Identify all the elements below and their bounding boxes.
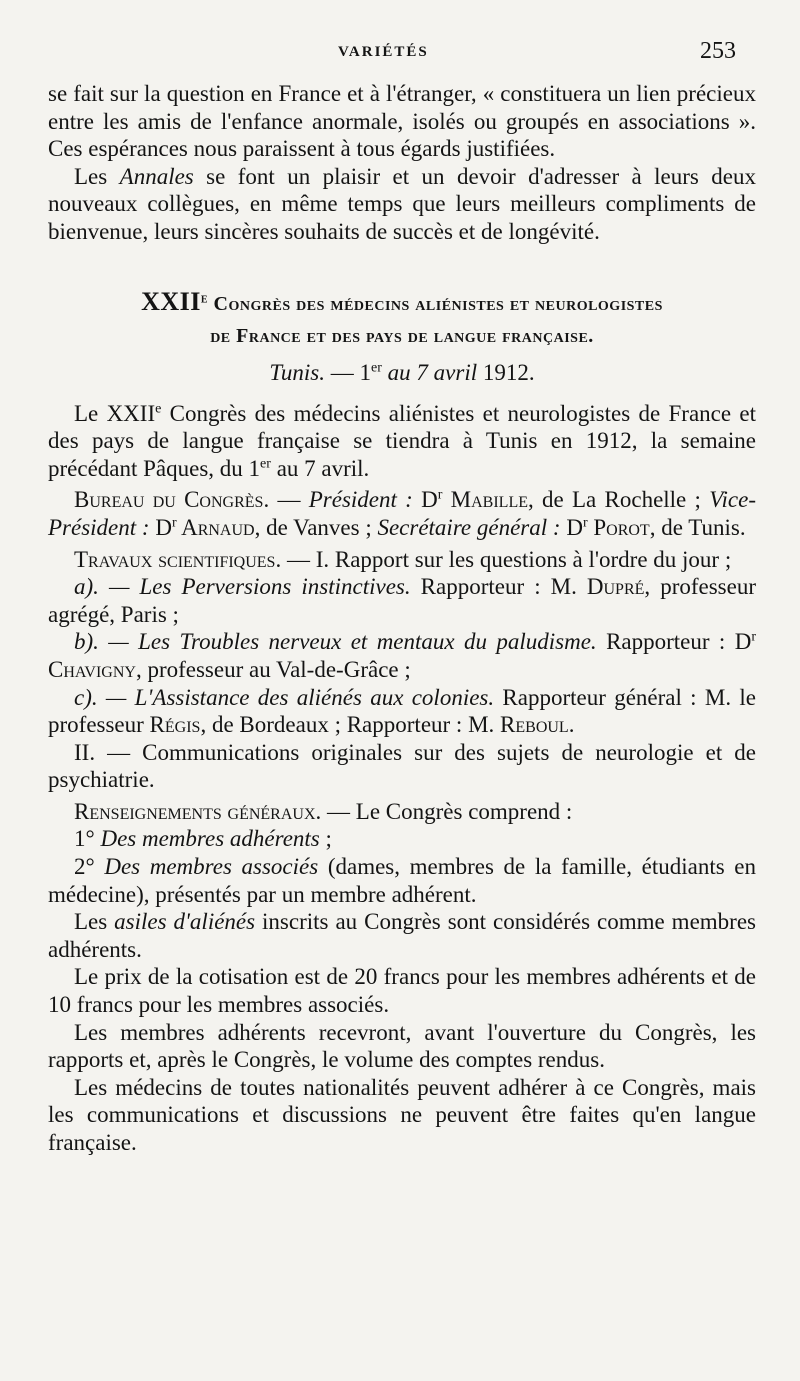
- travaux-label: Travaux scientifiques.: [74, 546, 282, 572]
- president-label: Président :: [308, 487, 413, 513]
- item-b-tail: , professeur au Val-de-Grâce ;: [135, 656, 411, 682]
- vice-b: , de Vanves ;: [254, 514, 378, 540]
- vice-name: Arnaud: [176, 514, 255, 540]
- paragraph-item-c: [48, 684, 756, 739]
- bureau-label: Bureau du Congrès.: [74, 487, 270, 513]
- page-body: [48, 80, 756, 1157]
- m2-number: 2°: [74, 854, 105, 880]
- paragraph-nationalites: Les médecins de toutes nationalités peuvent adhérer à ce Congrès, mais les communications et discussions ne peuvent être faites qu'en langue française.: [48, 1074, 756, 1155]
- section-title: [48, 286, 756, 352]
- dateline-city: Tunis.: [269, 359, 326, 385]
- item-c-tail: .: [568, 712, 575, 738]
- item-a-text: Rapporteur : M.: [410, 574, 587, 600]
- intro-b: Congrès des médecins aliénistes et neurologistes de France et des pays de langue française se tiendra à Tunis en 1912, la semaine précédant Pâques, du 1: [48, 400, 756, 481]
- travaux-text: — I. Rapport sur les questions à l'ordre du jour ;: [281, 546, 732, 572]
- paragraph-intro: [48, 400, 756, 483]
- renseignements-text: — Le Congrès comprend :: [321, 798, 573, 824]
- annales-rest: se font un plaisir et un devoir d'adresser à leurs deux nouveaux collègues, en même temps que leurs meilleurs compliments de bienvenue, leurs sincères souhaits de succès et de longévité.: [48, 163, 757, 244]
- secretaire-a: D: [560, 514, 583, 540]
- secretaire-name: Porot: [587, 514, 650, 540]
- item-a-tail: , professeur agrégé, Paris ;: [48, 574, 757, 627]
- paragraph-rapports: Les membres adhérents recevront, avant l'ouverture du Congrès, les rapports et, après le Congrès, le volume des comptes rendus.: [48, 1019, 756, 1073]
- m2-tail: (dames, membres de la famille, étudiants en médecine), présentés par un membre adhérent.: [48, 854, 756, 907]
- asiles-term: asiles d'aliénés: [114, 909, 256, 935]
- paragraph-communications: II. — Communications originales sur des sujets de neurologie et de psychiatrie.: [48, 739, 756, 793]
- president-name: Mabille: [442, 487, 528, 513]
- asiles-rest: inscrits au Congrès sont considérés comme membres adhérents.: [48, 909, 756, 962]
- m1-number: 1°: [74, 826, 101, 852]
- item-c-text: Rapporteur général : M. le professeur: [48, 684, 756, 738]
- item-b-label: b). — Les Troubles nerveux et mentaux du paludisme.: [74, 629, 597, 655]
- m1-label: Des membres adhérents: [100, 826, 320, 852]
- secretaire-label: Secrétaire général :: [377, 514, 561, 540]
- president-b: , de La Rochelle ;: [528, 487, 710, 513]
- president-sup: r: [437, 487, 443, 503]
- section-title-line1-text: Congrès des médecins aliénistes et neurologistes: [208, 292, 663, 315]
- annales-title: Annales: [119, 163, 194, 189]
- item-b-sup: r: [751, 629, 756, 645]
- paragraph-bureau: [48, 486, 756, 541]
- item-b-text: Rapporteur : D: [596, 629, 752, 655]
- paragraph-asiles: [48, 908, 756, 963]
- section-roman-numeral: XXII: [141, 286, 201, 316]
- paragraph-renseignements: [48, 798, 756, 826]
- secretaire-sup: r: [582, 515, 588, 531]
- intro-a: Le XXII: [74, 400, 156, 426]
- paragraph-cotisation: Le prix de la cotisation est de 20 francs pour les membres adhérents et de 10 francs pour les membres associés.: [48, 964, 756, 1018]
- vice-sup: r: [171, 515, 177, 531]
- item-c-mid: , de Bordeaux ; Rapporteur : M.: [200, 712, 501, 738]
- annales-lead: Les: [74, 163, 120, 189]
- vice-label: Vice-Président :: [48, 487, 757, 540]
- section-dateline: [48, 360, 756, 386]
- item-c-name2: Reboul: [500, 712, 569, 738]
- dateline-range: au 7 avril: [381, 359, 478, 385]
- item-a-name: Dupré: [586, 574, 645, 600]
- bureau-dash: —: [269, 487, 309, 513]
- list-item-membres-associes: [48, 853, 756, 908]
- item-c-label: c). — L'Assistance des aliénés aux colonies.: [74, 684, 495, 710]
- asiles-lead: Les: [74, 909, 115, 935]
- vice-a: D: [149, 514, 172, 540]
- page-number: 253: [700, 38, 736, 64]
- list-item-membres-adherents: [48, 825, 756, 853]
- paragraph-annales: [48, 163, 756, 246]
- intro-c: au 7 avril.: [270, 455, 370, 481]
- intro-sup: e: [155, 400, 162, 416]
- paragraph-item-b: [48, 628, 756, 683]
- item-b-name: Chavigny: [48, 656, 136, 682]
- president-a: D: [412, 487, 438, 513]
- secretaire-b: , de Tunis.: [649, 514, 746, 540]
- dateline-year: 1912.: [477, 359, 535, 385]
- section-title-line1: [48, 286, 756, 320]
- renseignements-label: Renseignements généraux.: [74, 798, 322, 824]
- paragraph-continued: se fait sur la question en France et à l'étranger, « constituera un lien précieux entre les amis de l'enfance anormale, isolés ou groupés en associations ». Ces espérances nous paraissent à tous égards justifiées.: [48, 81, 756, 162]
- section-roman-sup: e: [200, 290, 209, 306]
- section-title-line2: de France et des pays de langue française.: [210, 324, 594, 347]
- paragraph-travaux: [48, 546, 756, 574]
- running-head: VARIÉTÉS: [338, 44, 429, 60]
- m2-label: Des membres associés: [104, 854, 319, 880]
- page-header: [0, 38, 800, 68]
- dateline-dash: — 1: [325, 359, 372, 385]
- item-a-label: a). — Les Perversions instinctives.: [74, 574, 411, 600]
- m1-tail: ;: [319, 826, 332, 852]
- dateline-sup: er: [371, 359, 382, 375]
- paragraph-item-a: [48, 573, 756, 628]
- item-c-name: Régis: [149, 712, 201, 738]
- intro-sup2: er: [260, 456, 271, 472]
